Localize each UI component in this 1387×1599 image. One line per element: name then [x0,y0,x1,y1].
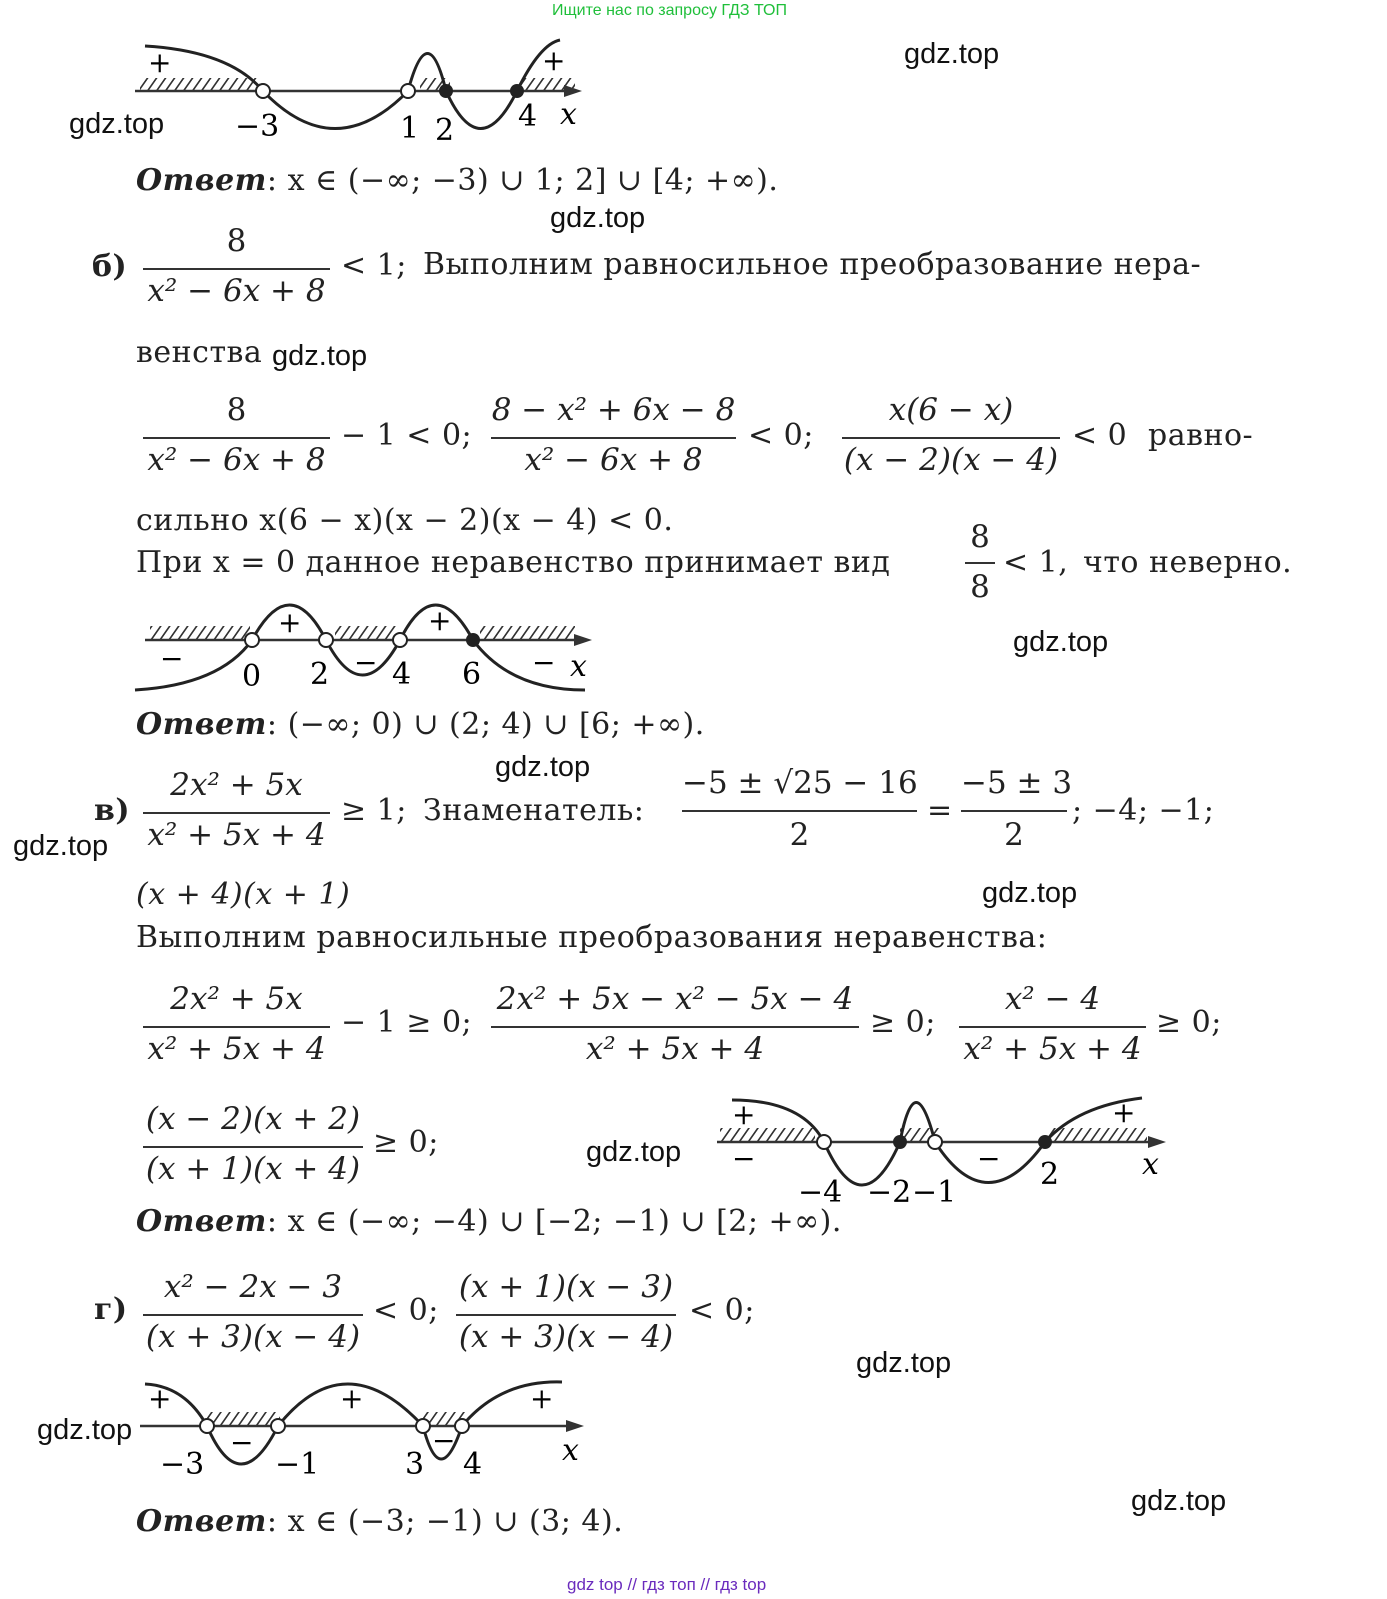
tick-label: 2 [1040,1157,1060,1192]
answer-label: Ответ [136,1504,267,1539]
fraction [491,981,859,1070]
watermark: gdz.top [37,1414,133,1446]
inequality-sign: < 0; [689,1293,755,1328]
denominator: 8 [970,569,990,605]
watermark: gdz.top [1131,1485,1227,1517]
sign-plus: + [148,1382,172,1415]
inequality-sign: < 0; [748,418,814,453]
answer-label: Ответ [136,1204,267,1239]
sign-minus: − [532,646,556,679]
tick-label: 6 [462,657,482,692]
sign-plus: + [542,44,566,77]
sign-plus: + [428,604,452,637]
axis-variable: x [562,1433,579,1468]
answer-value: : x ∈ (−∞; −4) ∪ [−2; −1) ∪ [2; +∞). [266,1204,842,1239]
numerator: −5 ± √25 − 16 [682,765,918,801]
fraction [842,392,1060,481]
denominator: x² + 5x + 4 [147,817,326,853]
sign-minus: − [977,1142,1001,1175]
tick-label: −4 [798,1175,843,1210]
item-label-b: б) [92,249,128,284]
answer-value: : x ∈ (−∞; −3) ∪ 1; 2] ∪ [4; +∞). [266,163,779,198]
watermark: gdz.top [586,1136,682,1168]
roots: ; −4; −1; [1072,793,1215,828]
fraction [143,392,330,481]
inequality-sign: − 1 ≥ 0; [341,1005,473,1040]
tick-label: 2 [310,657,330,692]
denominator: x² + 5x + 4 [963,1031,1142,1067]
fraction [456,1269,676,1358]
denominator: x² + 5x + 4 [585,1031,765,1067]
tick-label: 2 [435,113,455,146]
fraction [965,519,995,608]
number-line-v [712,1088,1177,1213]
item-label-g: г) [94,1292,128,1327]
sign-plus: + [278,606,302,639]
sign-minus: − [230,1426,254,1459]
inequality-sign: ≥ 0; [1156,1005,1222,1040]
fraction [143,1101,363,1190]
tick-label: 4 [392,657,412,692]
axis-variable: x [560,97,577,132]
denominator: (x + 3)(x − 4) [458,1319,674,1355]
fraction [143,1269,363,1358]
numerator: 2x² + 5x − x² − 5x − 4 [496,981,854,1017]
number-line-a [130,36,590,146]
tick-label: 1 [400,111,420,146]
sign-minus: − [432,1424,456,1457]
numerator: (x + 1)(x − 3) [458,1269,674,1305]
equals-sign: = [927,793,953,828]
denominator: 2 [1004,817,1024,853]
text-line: Выполним равносильные преобразования неравенства: [136,920,1048,955]
text-line: равно- [1148,418,1254,453]
tick-label: 3 [405,1447,425,1482]
denominator: x² − 6x + 8 [147,273,326,309]
inequality-sign: < 1, [1003,545,1069,580]
answer-g [136,1504,624,1539]
denominator: (x + 1)(x + 4) [145,1151,361,1187]
watermark: gdz.top [272,340,368,372]
tick-label: −2 [867,1175,912,1210]
item-label-v: в) [94,793,131,828]
numerator: 2x² + 5x [170,981,303,1017]
text-line: Выполним равносильное преобразование нера- [423,247,1202,282]
text-line: сильно x(6 − x)(x − 2)(x − 4) < 0. [136,503,674,538]
sign-plus: + [148,46,172,79]
inequality-sign: < 1; [341,248,407,283]
watermark: gdz.top [1013,626,1109,658]
denominator: x² + 5x + 4 [147,1031,326,1067]
numerator: 2x² + 5x [170,767,303,803]
axis-variable: x [1142,1147,1159,1182]
fraction [143,767,330,856]
inequality-sign: ≥ 0; [373,1125,439,1160]
tick-label: −1 [912,1175,957,1210]
footer-links[interactable]: gdz top // гдз топ // гдз top [567,1575,767,1594]
header-banner[interactable]: Ищите нас по запросу ГДЗ ТОП [552,2,787,19]
watermark: gdz.top [982,877,1078,909]
watermark: gdz.top [495,751,591,783]
denominator: x² − 6x + 8 [147,442,326,478]
numerator: x² − 2x − 3 [163,1269,343,1305]
answer-value: : x ∈ (−3; −1) ∪ (3; 4). [266,1504,624,1539]
numerator: −5 ± 3 [961,765,1073,801]
answer-a [136,163,779,198]
numerator: x² − 4 [1004,981,1101,1017]
denominator: 2 [789,817,810,853]
tick-label: 0 [242,659,262,694]
text-line: (x + 4)(x + 1) [136,877,351,912]
answer-value: : (−∞; 0) ∪ (2; 4) ∪ [6; +∞). [266,707,705,742]
axis-variable: x [570,649,587,684]
tick-label: 4 [463,1447,483,1482]
numerator: x(6 − x) [888,392,1014,428]
tick-label: −1 [275,1447,320,1482]
sign-minus: − [732,1142,756,1175]
watermark: gdz.top [904,38,1000,70]
text-line: что неверно. [1083,545,1293,580]
fraction [143,981,330,1070]
numerator: 8 [226,223,247,259]
text-line: Знаменатель: [423,793,645,828]
numerator: 8 [970,519,990,555]
inequality-sign: ≥ 1; [341,793,407,828]
denominator: (x − 2)(x − 4) [843,442,1059,478]
inequality-sign: ≥ 0; [870,1005,936,1040]
answer-v [136,1204,842,1239]
sign-plus: + [1112,1096,1136,1129]
sign-minus: − [160,642,184,675]
answer-label: Ответ [136,707,267,742]
text-line: При x = 0 данное неравенство принимает вид [136,545,891,580]
watermark: gdz.top [856,1347,952,1379]
text-line: венства [136,335,263,370]
watermark: gdz.top [13,830,109,862]
fraction [682,765,918,856]
inequality-sign: < 0 [1072,418,1128,453]
denominator: x² − 6x + 8 [524,442,703,478]
sign-minus: − [354,646,378,679]
sign-plus: + [340,1382,364,1415]
number-line-b [130,590,600,700]
inequality-sign: < 0; [373,1293,439,1328]
fraction [959,981,1146,1070]
number-line-g [130,1372,590,1487]
sign-plus: + [530,1382,554,1415]
tick-label: −3 [160,1447,205,1482]
inequality-sign: − 1 < 0; [341,418,473,453]
numerator: (x − 2)(x + 2) [145,1101,361,1137]
tick-label: −3 [235,109,280,144]
fraction [961,765,1073,856]
watermark: gdz.top [69,108,165,140]
denominator: (x + 3)(x − 4) [145,1319,361,1355]
fraction [143,223,330,312]
tick-label: 4 [518,99,538,134]
numerator: 8 [226,392,247,428]
answer-b [136,707,705,742]
watermark: gdz.top [550,202,646,234]
sign-plus: + [732,1098,756,1131]
answer-label: Ответ [136,163,267,198]
fraction [491,392,736,481]
numerator: 8 − x² + 6x − 8 [491,392,736,428]
